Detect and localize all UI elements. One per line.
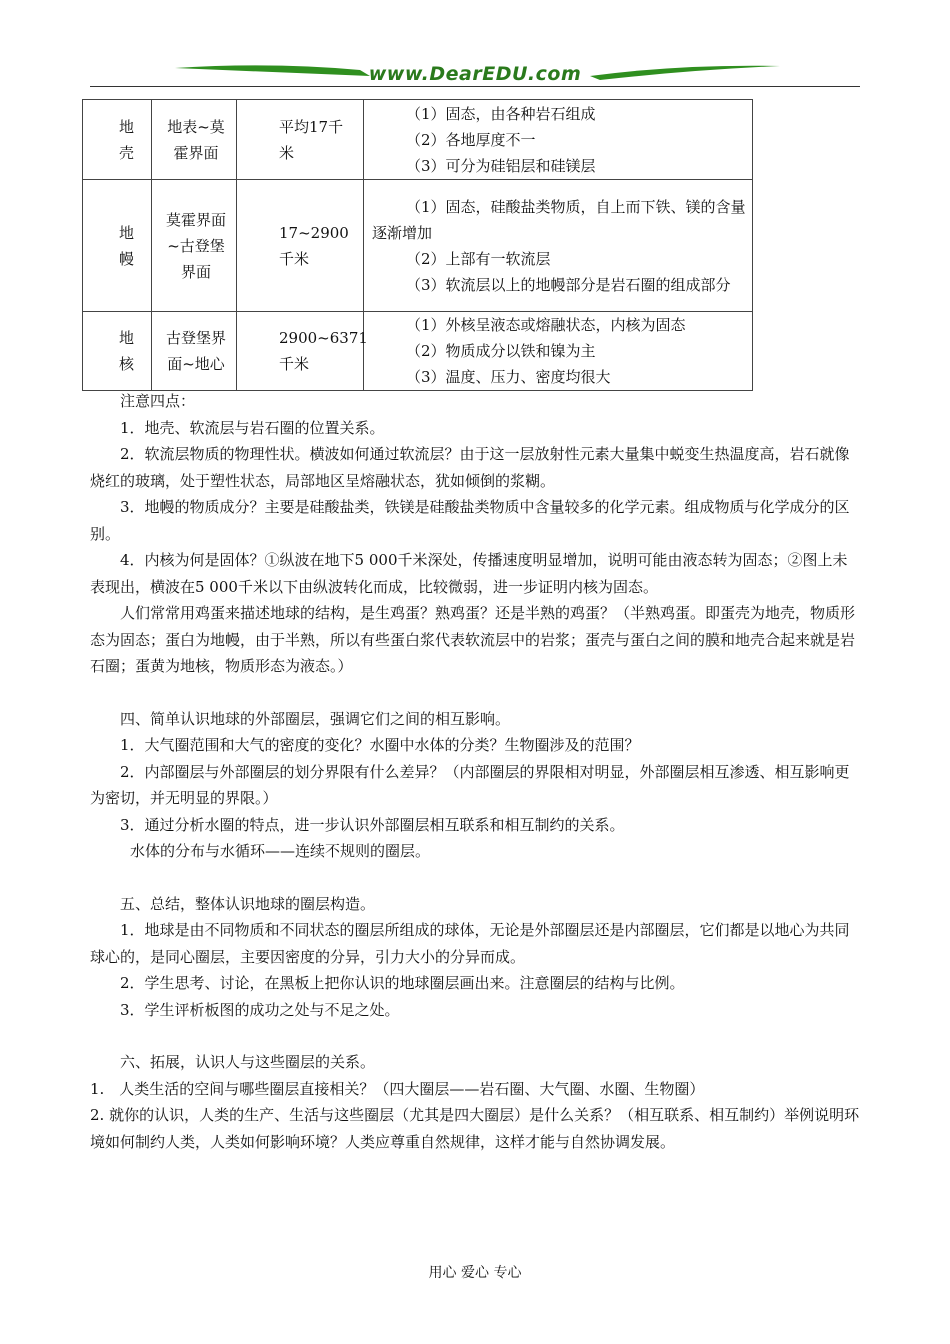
layer-notes-cell: （1）固态，硅酸盐类物质，自上而下铁、镁的含量逐渐增加 （2）上部有一软流层 （3）软流层以上的地幔部分是岩石圈的组成部分 <box>364 180 753 312</box>
site-logo[interactable]: www.DearEDU.com <box>368 63 582 85</box>
page-footer: 用心 爱心 专心 <box>428 1265 522 1281</box>
layer-depth-cell: 2900~6371千米 <box>237 312 364 391</box>
spacer <box>90 865 860 891</box>
layer-notes-cell: （1）外核呈液态或熔融状态，内核为固态 （2）物质成分以铁和镍为主 （3）温度、压力、密度均很大 <box>364 312 753 391</box>
layer-depth-cell: 平均17千米 <box>237 100 364 180</box>
layer-name-cell: 地壳 <box>83 100 152 180</box>
earth-layers-table <box>82 99 753 391</box>
paragraph: 1. 人类生活的空间与哪些圈层直接相关？（四大圈层——岩石圈、大气圈、水圈、生物圈） <box>90 1079 705 1098</box>
paragraph: 1．地球是由不同物质和不同状态的圈层所组成的球体，无论是外部圈层还是内部圈层，它们都是以地心为共同球心的，是同心圈层，主要因密度的分异，引力大小的分异而成。 <box>90 921 850 966</box>
layer-range-cell: 古登堡界面~地心 <box>152 312 237 391</box>
paragraph: 3．通过分析水圈的特点，进一步认识外部圈层相互联系和相互制约的关系。 <box>120 815 625 834</box>
paragraph: 1．地壳、软流层与岩石圈的位置关系。 <box>120 418 385 437</box>
lesson-body <box>90 388 860 1155</box>
layer-notes-cell: （1）固态，由各种岩石组成 （2）各地厚度不一 （3）可分为硅铝层和硅镁层 <box>364 100 753 180</box>
paragraph: 1．大气圈范围和大气的密度的变化？水圈中水体的分类？生物圈涉及的范围？ <box>120 736 640 754</box>
section-heading: 四、简单认识地球的外部圈层，强调它们之间的相互影响。 <box>120 709 511 728</box>
layer-name-cell: 地幔 <box>83 180 152 312</box>
paragraph: 2．软流层物质的物理性状。横波如何通过软流层？由于这一层放射性元素大量集中蜕变生热温度高，岩石就像烧红的玻璃，处于塑性状态，局部地区呈熔融状态，犹如倾倒的浆糊。 <box>90 445 850 490</box>
paragraph: 人们常常用鸡蛋来描述地球的结构，是生鸡蛋？熟鸡蛋？还是半熟的鸡蛋？（半熟鸡蛋。即蛋壳为地壳，物质形态为固态；蛋白为地幔，由于半熟，所以有些蛋白浆代表软流层中的岩浆；蛋壳与蛋白之间的膜和地壳合起来就是岩石圈；蛋黄为地核，物质形态为液态。） <box>90 604 856 675</box>
layer-range-cell: 莫霍界面~古登堡界面 <box>152 180 237 312</box>
layer-name-cell: 地核 <box>83 312 152 391</box>
paragraph: 2．学生思考、讨论，在黑板上把你认识的地球圈层画出来。注意圈层的结构与比例。 <box>120 974 685 992</box>
table-row <box>83 180 753 312</box>
table-row <box>83 312 753 391</box>
paragraph: 3．学生评析板图的成功之处与不足之处。 <box>120 1000 400 1019</box>
paragraph: 2．内部圈层与外部圈层的划分界限有什么差异？（内部圈层的界限相对明显，外部圈层相互渗透、相互影响更为密切，并无明显的界限。） <box>90 762 850 807</box>
paragraph: 3．地幔的物质成分？主要是硅酸盐类，铁镁是硅酸盐类物质中含量较多的化学元素。组成物质与化学成分的区别。 <box>90 498 850 543</box>
header-divider <box>90 86 860 87</box>
table-row <box>83 100 753 180</box>
paragraph: 注意四点： <box>120 392 196 410</box>
paragraph: 4．内核为何是固体？①纵波在地下5 000千米深处，传播速度明显增加，说明可能由液态转为固态；②图上未表现出，横波在5 000千米以下由纵波转化而成，比较微弱，进一步证明内核为固态。 <box>90 551 848 596</box>
spacer <box>90 680 860 706</box>
section-heading: 五、总结，整体认识地球的圈层构造。 <box>120 894 376 913</box>
spacer <box>90 1023 860 1049</box>
paragraph: 水体的分布与水循环——连续不规则的圈层。 <box>130 842 431 860</box>
layer-range-cell: 地表~莫霍界面 <box>152 100 237 180</box>
layer-depth-cell: 17~2900千米 <box>237 180 364 312</box>
section-heading: 六、拓展，认识人与这些圈层的关系。 <box>120 1053 376 1071</box>
paragraph: 2. 就你的认识，人类的生产、生活与这些圈层（尤其是四大圈层）是什么关系？（相互联系、相互制约）举例说明环境如何制约人类，人类如何影响环境？人类应尊重自然规律，这样才能与自然协调发展。 <box>90 1106 860 1151</box>
